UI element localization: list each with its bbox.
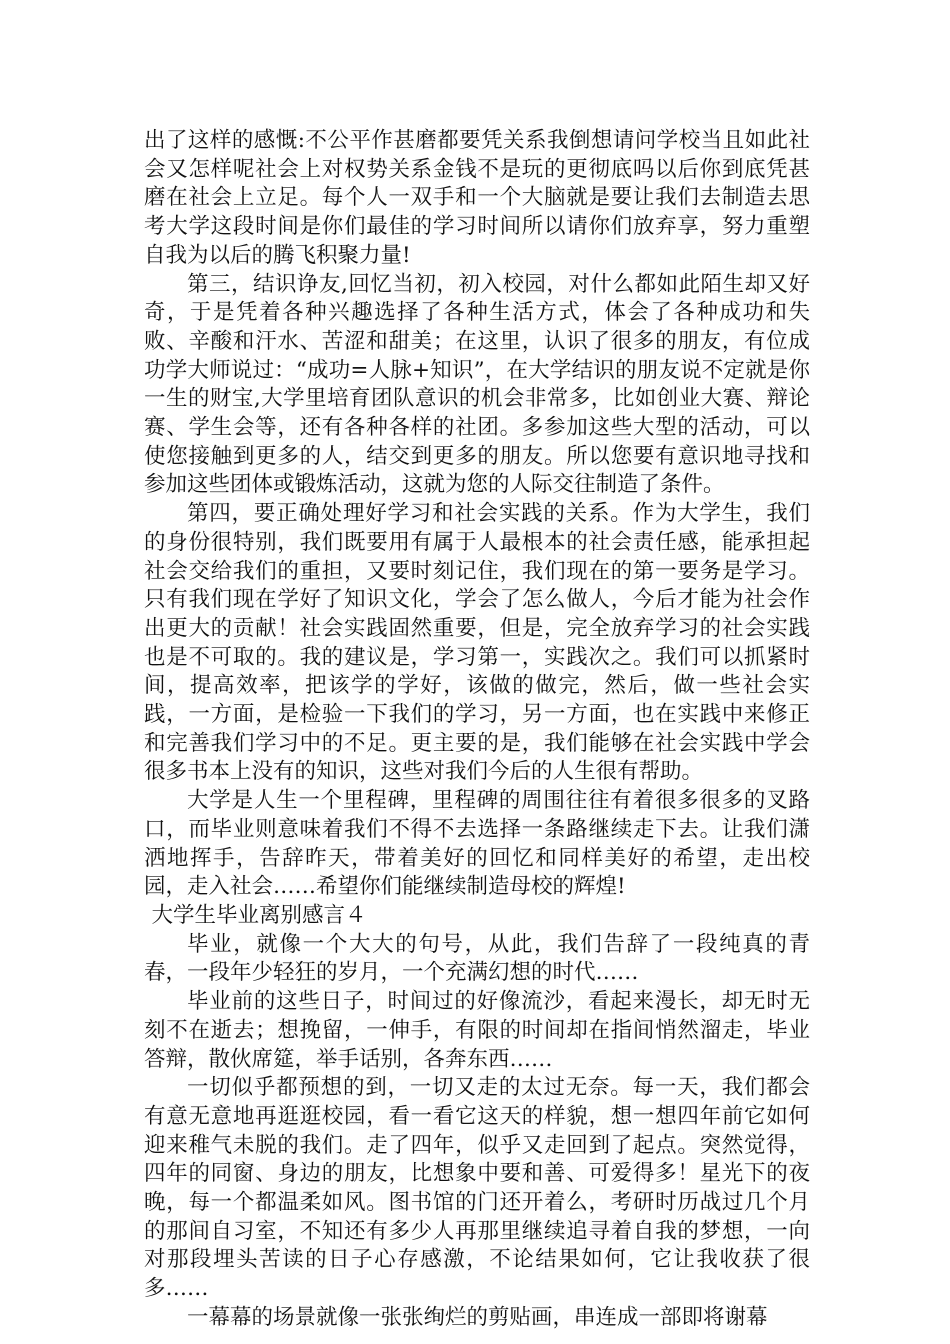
document-page: [144, 127, 810, 1333]
paragraph-scenes: 一幕幕的场景就像一张张绚烂的剪贴画，串连成一部即将谢幕: [187, 1304, 768, 1330]
paragraph-continuation: 出了这样的感慨:不公平作甚磨都要凭关系我倒想请问学校当且如此社会又怎样呢社会上对权势关系金钱不是玩的更彻底吗以后你到底凭甚磨在社会上立足。每个人一双手和一个大脑就是要让我们去制造去思考大学这段时间是你们最佳的学习时间所以请你们放弃享，努力重塑自我为以后的腾飞积聚力量!: [144, 128, 810, 268]
paragraph-fourth-point: 第四，要正确处理好学习和社会实践的关系。作为大学生，我们的身份很特别，我们既要用有属于人最根本的社会责任感，能承担起社会交给我们的重担，又要时刻记住，我们现在的第一要务是学习。只有我们现在学好了知识文化，学会了怎么做人，今后才能为社会作出更大的贡献！社会实践固然重要，但是，完全放弃学习的社会实践也是不可取的。我的建议是，学习第一，实践次之。我们可以抓紧时间，提高效率，把该学的学好，该做的做完，然后，做一些社会实践，一方面，是检验一下我们的学习，另一方面，也在实践中来修正和完善我们学习中的不足。更主要的是，我们能够在社会实践中学会很多书本上没有的知识，这些对我们今后的人生很有帮助。: [144, 501, 810, 785]
paragraph-days-before: 毕业前的这些日子，时间过的好像流沙，看起来漫长，却无时无刻不在逝去；想挽留，一伸手，有限的时间却在指间悄然溜走，毕业答辩，散伙席筵，举手话别，各奔东西……: [144, 989, 810, 1072]
paragraph-milestone: 大学是人生一个里程碑，里程碑的周围往往有着很多很多的叉路口，而毕业则意味着我们不得不去选择一条路继续走下去。让我们潇洒地挥手，告辞昨天，带着美好的回忆和同样美好的希望，走出校园，走入社会……希望你们能继续制造母校的辉煌!: [144, 788, 810, 900]
section-heading: 大学生毕业离别感言４: [151, 902, 367, 928]
paragraph-third-point: 第三，结识诤友,回忆当初，初入校园，对什么都如此陌生却又好奇，于是凭着各种兴趣选择了各种生活方式，体会了各种成功和失败、辛酸和汗水、苦涩和甜美；在这里，认识了很多的朋友，有位成功学大师说过：“成功=人脉+知识”，在大学结识的朋友说不定就是你一生的财宝,大学里培育团队意识的机会非常多，比如创业大赛、辩论赛、学生会等，还有各种各样的社团。多参加这些大型的活动，可以使您接触到更多的人，结交到更多的朋友。所以您要有意识地寻找和参加这些团体或锻炼活动，这就为您的人际交往制造了条件。: [144, 271, 810, 498]
paragraph-everything: 一切似乎都预想的到，一切又走的太过无奈。每一天，我们都会有意无意地再逛逛校园，看一看它这天的样貌，想一想四年前它如何迎来稚气未脱的我们。走了四年，似乎又走回到了起点。突然觉得，四年的同窗、身边的朋友，比想象中要和善、可爱得多！星光下的夜晚，每一个都温柔如风。图书馆的门还开着么，考研时历战过几个月的那间自习室，不知还有多少人再那里继续追寻着自我的梦想，一向对那段埋头苦读的日子心存感激，不论结果如何，它让我收获了很多……: [144, 1075, 810, 1302]
paragraph-graduation: 毕业，就像一个大大的句号，从此，我们告辞了一段纯真的青春，一段年少轻狂的岁月，一个充满幻想的时代……: [144, 931, 810, 986]
